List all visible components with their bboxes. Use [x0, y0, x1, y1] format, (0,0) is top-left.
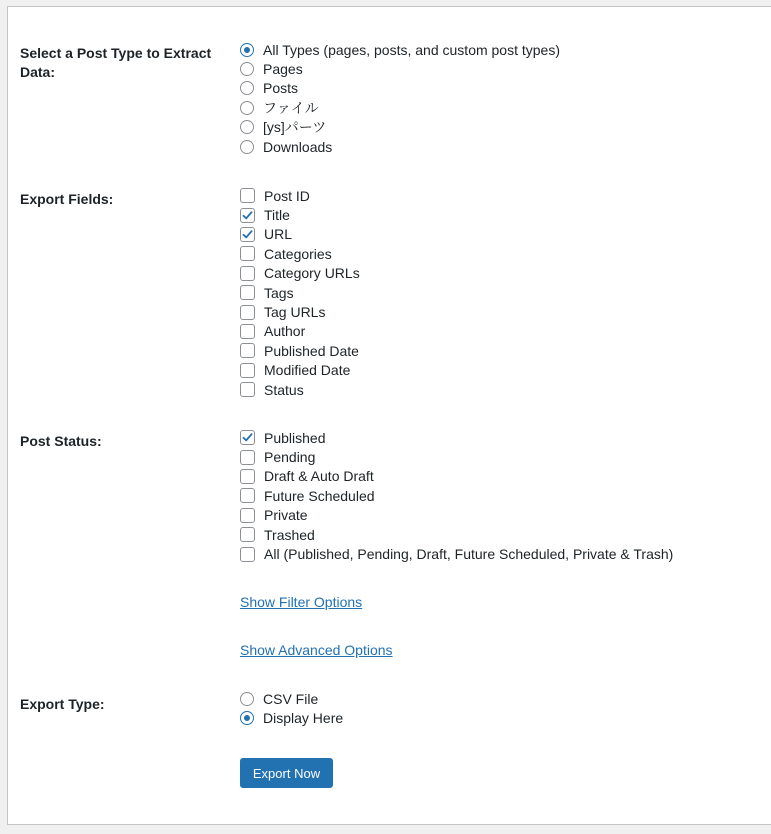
checkbox-option-private[interactable] [240, 506, 673, 525]
checkbox-label: Status [264, 381, 304, 398]
checkbox-label: Trashed [264, 526, 315, 543]
checkbox-label: Modified Date [264, 362, 351, 379]
checkbox[interactable] [240, 363, 255, 378]
radio-label: Pages [263, 61, 303, 78]
checkbox-label: Draft & Auto Draft [264, 468, 374, 485]
checkbox[interactable] [240, 188, 255, 203]
checkbox[interactable] [240, 305, 255, 320]
radio-option-posts[interactable] [240, 79, 560, 98]
checkbox-option-trashed[interactable] [240, 525, 673, 544]
checkbox[interactable] [240, 450, 255, 465]
checkbox[interactable] [240, 527, 255, 542]
checkbox[interactable] [240, 266, 255, 281]
checkbox[interactable] [240, 547, 255, 562]
post-status-label: Post Status: [20, 433, 102, 449]
radio-label: Downloads [263, 138, 333, 155]
checkbox[interactable] [240, 285, 255, 300]
checkbox[interactable] [240, 508, 255, 523]
checkbox-option-published-date[interactable] [240, 341, 360, 360]
checkbox[interactable] [240, 208, 255, 223]
radio-button[interactable] [240, 692, 254, 706]
checkbox[interactable] [240, 324, 255, 339]
checkbox-option-modified-date[interactable] [240, 361, 360, 380]
checkmark-icon [241, 209, 254, 222]
export-now-button[interactable]: Export Now [240, 758, 333, 788]
checkbox-label: URL [264, 226, 293, 243]
post-type-label: Select a Post Type to Extract Data: [20, 45, 212, 80]
radio-label: [ys]パーツ [263, 119, 327, 136]
checkbox-option-url[interactable] [240, 225, 360, 244]
checkbox-option-future-scheduled[interactable] [240, 486, 673, 505]
radio-label: All Types (pages, posts, and custom post types) [263, 41, 561, 58]
checkbox-label: Future Scheduled [264, 487, 375, 504]
checkbox-option-category-urls[interactable] [240, 264, 360, 283]
checkbox-label: Category URLs [264, 265, 360, 282]
radio-button[interactable] [240, 120, 254, 134]
radio-label: CSV File [263, 690, 319, 707]
checkbox[interactable] [240, 488, 255, 503]
checkbox-option-post-id[interactable] [240, 186, 360, 205]
checkbox[interactable] [240, 469, 255, 484]
checkbox-option-author[interactable] [240, 322, 360, 341]
checkbox-option-pending[interactable] [240, 447, 673, 466]
show-filter-options-link[interactable]: Show Filter Options [240, 594, 363, 610]
checkbox-option-all-statuses[interactable] [240, 544, 673, 563]
radio-label: Display Here [263, 710, 344, 727]
checkbox-label: Title [264, 207, 290, 224]
checkbox[interactable] [240, 382, 255, 397]
checkbox-label: Tags [264, 284, 294, 301]
post-status-checkbox-group [240, 428, 673, 564]
checkbox-option-categories[interactable] [240, 244, 360, 263]
export-settings-panel [7, 6, 771, 825]
checkbox-option-draft[interactable] [240, 467, 673, 486]
radio-label: Posts [263, 80, 299, 97]
checkbox[interactable] [240, 343, 255, 358]
radio-label: ファイル [263, 99, 319, 116]
checkbox-label: Post ID [264, 187, 310, 204]
checkbox-label: Categories [264, 245, 332, 262]
checkbox-label: Private [264, 507, 308, 524]
export-type-label: Export Type: [20, 696, 105, 712]
checkbox-option-tag-urls[interactable] [240, 302, 360, 321]
checkbox[interactable] [240, 430, 255, 445]
checkbox-option-status[interactable] [240, 380, 360, 399]
export-fields-label: Export Fields: [20, 191, 114, 207]
checkbox-label: Published [264, 429, 326, 446]
radio-button[interactable] [240, 140, 254, 154]
post-type-radio-group [240, 40, 560, 156]
radio-button[interactable] [240, 43, 254, 57]
checkbox-label: Author [264, 323, 306, 340]
radio-button[interactable] [240, 101, 254, 115]
checkbox-option-published[interactable] [240, 428, 673, 447]
checkbox-label: Published Date [264, 342, 359, 359]
checkbox-label: Tag URLs [264, 304, 326, 321]
radio-button[interactable] [240, 711, 254, 725]
radio-option-pages[interactable] [240, 59, 560, 78]
checkbox-label: All (Published, Pending, Draft, Future Scheduled, Private & Trash) [264, 546, 674, 563]
checkbox-option-title[interactable] [240, 205, 360, 224]
checkbox-label: Pending [264, 449, 316, 466]
radio-option-file[interactable] [240, 98, 560, 117]
checkbox-option-tags[interactable] [240, 283, 360, 302]
export-type-radio-group [240, 689, 343, 728]
radio-option-display-here[interactable] [240, 708, 343, 727]
checkbox[interactable] [240, 246, 255, 261]
radio-option-all-types[interactable] [240, 40, 560, 59]
radio-button[interactable] [240, 81, 254, 95]
checkbox[interactable] [240, 227, 255, 242]
radio-option-ys-parts[interactable] [240, 118, 560, 137]
checkmark-icon [241, 228, 254, 241]
radio-option-downloads[interactable] [240, 137, 560, 156]
radio-option-csv-file[interactable] [240, 689, 343, 708]
show-advanced-options-link[interactable]: Show Advanced Options [240, 642, 393, 658]
export-fields-checkbox-group [240, 186, 360, 399]
radio-button[interactable] [240, 62, 254, 76]
checkmark-icon [241, 431, 254, 444]
